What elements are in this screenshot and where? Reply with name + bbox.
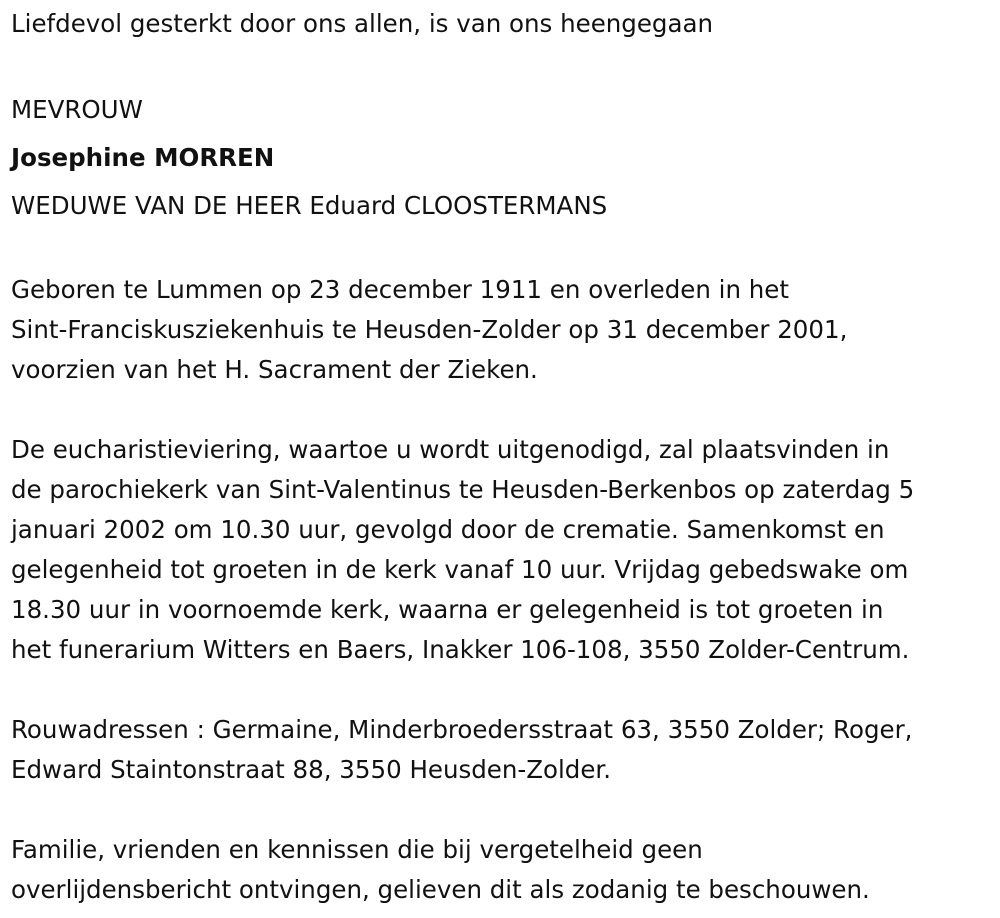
closing-paragraph bbox=[11, 830, 997, 910]
closing-line: Familie, vrienden en kennissen die bij vergetelheid geen bbox=[11, 835, 703, 864]
ceremony-line: de parochiekerk van Sint-Valentinus te Heusden-Berkenbos op zaterdag 5 bbox=[11, 475, 915, 504]
ceremony-line: gelegenheid tot groeten in de kerk vanaf 10 uur. Vrijdag gebedswake om bbox=[11, 555, 909, 584]
obituary-notice bbox=[11, 4, 997, 910]
birth-paragraph bbox=[11, 270, 997, 390]
salutation: MEVROUW bbox=[11, 95, 143, 124]
intro-line: Liefdevol gesterkt door ons allen, is van ons heengegaan bbox=[11, 9, 714, 38]
ceremony-line: het funerarium Witters en Baers, Inakker 106-108, 3550 Zolder-Centrum. bbox=[11, 635, 910, 664]
birth-line: Sint-Franciskusziekenhuis te Heusden-Zolder op 31 december 2001, bbox=[11, 315, 848, 344]
spacer bbox=[11, 670, 997, 710]
spacer bbox=[11, 230, 997, 270]
ceremony-paragraph bbox=[11, 430, 997, 670]
closing-line: overlijdensbericht ontvingen, gelieven dit als zodanig te beschouwen. bbox=[11, 875, 870, 904]
ceremony-line: januari 2002 om 10.30 uur, gevolgd door de crematie. Samenkomst en bbox=[11, 515, 885, 544]
address-paragraph bbox=[11, 710, 997, 790]
spouse-line: WEDUWE VAN DE HEER Eduard CLOOSTERMANS bbox=[11, 191, 608, 220]
ceremony-line: 18.30 uur in voornoemde kerk, waarna er gelegenheid is tot groeten in bbox=[11, 595, 884, 624]
spacer bbox=[11, 790, 997, 830]
address-line: Edward Staintonstraat 88, 3550 Heusden-Zolder. bbox=[11, 755, 612, 784]
deceased-name: Josephine MORREN bbox=[11, 143, 275, 172]
spacer bbox=[11, 390, 997, 430]
birth-line: voorzien van het H. Sacrament der Zieken. bbox=[11, 355, 538, 384]
ceremony-line: De eucharistieviering, waartoe u wordt uitgenodigd, zal plaatsvinden in bbox=[11, 435, 890, 464]
birth-line: Geboren te Lummen op 23 december 1911 en overleden in het bbox=[11, 275, 789, 304]
address-line: Rouwadressen : Germaine, Minderbroedersstraat 63, 3550 Zolder; Roger, bbox=[11, 715, 913, 744]
